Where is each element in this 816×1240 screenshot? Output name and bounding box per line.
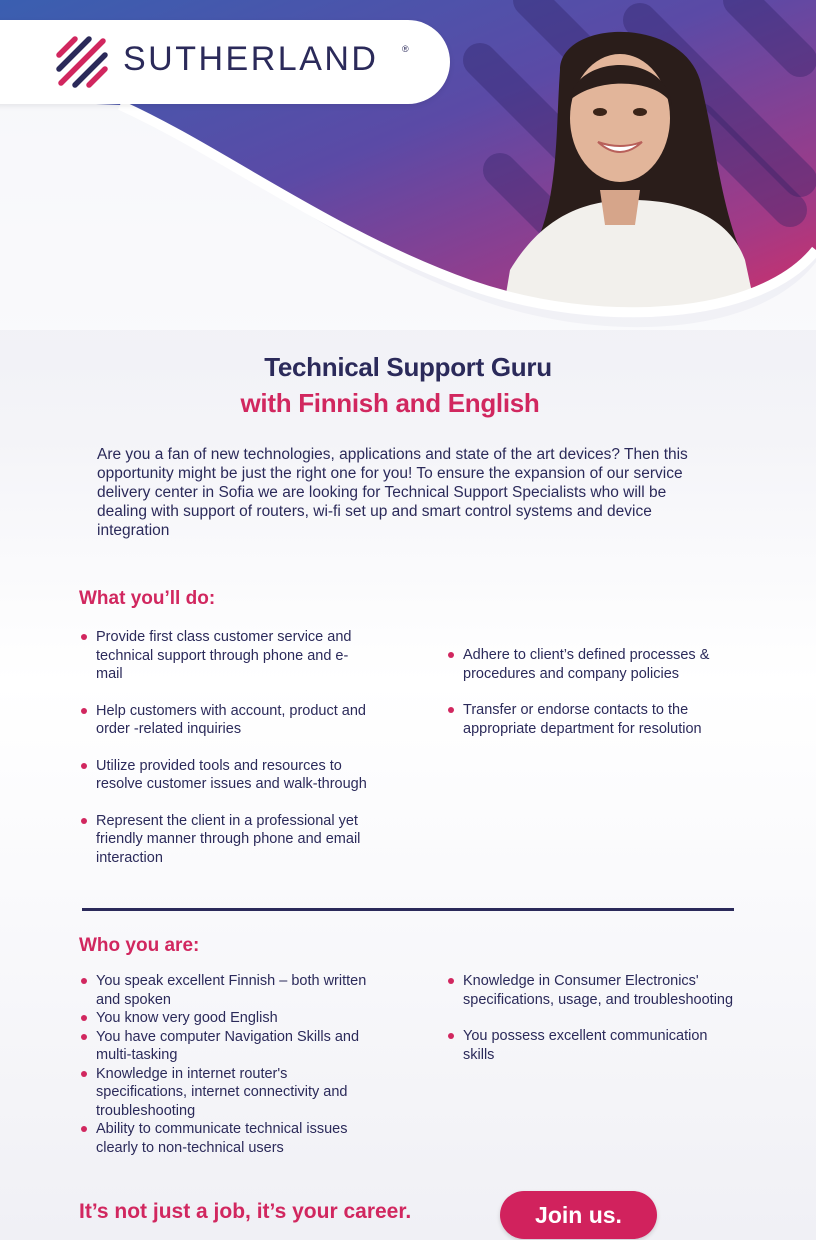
list-item: You speak excellent Finnish – both written and spoken	[79, 972, 369, 1009]
list-item: Represent the client in a professional yet friendly manner through phone and email interaction	[79, 812, 369, 868]
who-you-are-left-list	[79, 972, 369, 1157]
what-you-do-right-list	[446, 646, 736, 738]
who-you-are-heading: Who you are:	[79, 935, 200, 956]
list-item: Provide first class customer service and technical support through phone and e-mail	[79, 628, 369, 684]
career-tagline: It’s not just a job, it’s your career.	[79, 1200, 412, 1223]
list-item: You have computer Navigation Skills and multi-tasking	[79, 1028, 369, 1065]
what-you-do-left-list	[79, 628, 369, 867]
brand-name: SUTHERLAND	[123, 40, 379, 78]
job-title: Technical Support Guru	[264, 352, 552, 382]
list-item: Help customers with account, product and order -related inquiries	[79, 702, 369, 739]
list-item: Utilize provided tools and resources to resolve customer issues and walk-through	[79, 757, 369, 794]
join-us-button[interactable]: Join us.	[500, 1191, 657, 1239]
sutherland-logo-icon	[55, 35, 109, 89]
job-subtitle: with Finnish and English	[240, 388, 540, 418]
list-item: Knowledge in internet router's specifications, internet connectivity and troubleshooting	[79, 1065, 369, 1121]
list-item: Adhere to client’s defined processes & procedures and company policies	[446, 646, 736, 683]
list-item: You possess excellent communication skills	[446, 1027, 736, 1064]
list-item: Ability to communicate technical issues clearly to non-technical users	[79, 1120, 369, 1157]
intro-paragraph: Are you a fan of new technologies, applications and state of the art devices? Then this opportunity might be just the right one for you! To ensure the expansion of our service delivery center in Sofia we are looking for Technical Support Specialists who will be dealing with support of routers, wi-fi set up and smart control systems and device integration	[97, 446, 688, 539]
list-item: You know very good English	[79, 1009, 369, 1028]
list-item: Transfer or endorse contacts to the appropriate department for resolution	[446, 701, 736, 738]
registered-mark: ®	[402, 44, 409, 54]
what-you-do-heading: What you’ll do:	[79, 588, 216, 609]
who-you-are-right-list	[446, 972, 736, 1064]
list-item: Knowledge in Consumer Electronics' specifications, usage, and troubleshooting	[446, 972, 736, 1009]
section-divider	[82, 908, 734, 911]
